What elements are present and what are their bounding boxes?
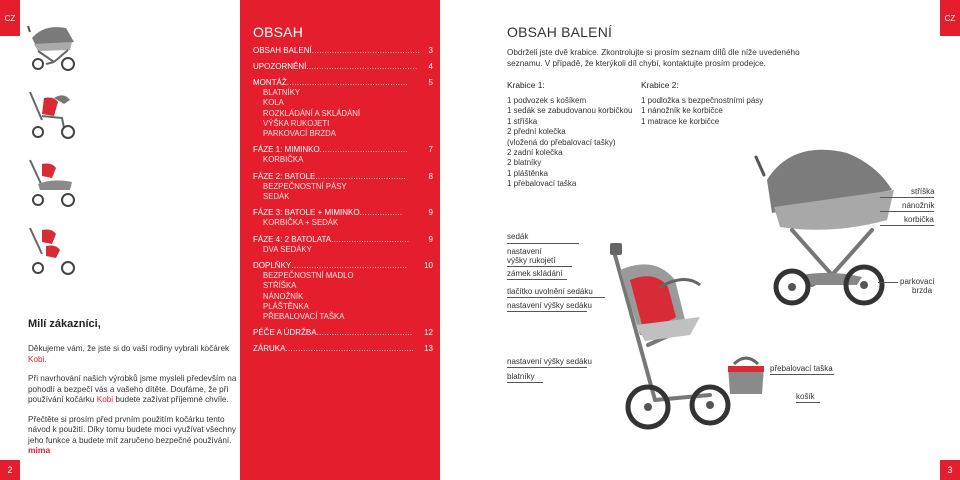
label-parking-brake-2: brzda [912, 286, 933, 295]
toc-entry-title: DOPLŇKY [253, 260, 292, 270]
leader-line [507, 311, 587, 312]
language-code: CZ [4, 13, 16, 23]
toc-entry-page: 12 [424, 328, 433, 338]
package-item: 1 sedák se zabudovanou korbičkou [507, 106, 633, 116]
label-seat: sedák [507, 232, 529, 241]
toc-subentry: NÁNOŽNÍK [263, 291, 304, 301]
toc-subentry: BEZPEČNOSTNÍ MADLO [263, 270, 354, 280]
box-2-heading: Krabice 2: [641, 80, 679, 90]
toc-entry-leader: .................................... [315, 171, 407, 181]
toc-subentry: ROZKLÁDÁNÍ A SKLÁDÁNÍ [263, 108, 361, 118]
toc-subentry: PLÁŠTĚNKA [263, 301, 309, 311]
label-basket: košík [796, 392, 815, 401]
leader-line [507, 243, 579, 244]
toc-entry-title: OBSAH BALENÍ [253, 46, 312, 55]
toc-entry-title: ZÁRUKA [253, 344, 286, 354]
toc-group [253, 172, 433, 203]
toc-subentry: BEZPEČNOSTNÍ PÁSY [263, 181, 347, 191]
toc-entry[interactable] [253, 235, 433, 245]
toc-entry[interactable] [253, 328, 433, 338]
toc-group [253, 328, 433, 338]
language-code: CZ [944, 13, 956, 23]
box-2-items [641, 96, 791, 127]
language-tab-left [0, 0, 20, 36]
toc-subentry: DVA SEDÁKY [263, 244, 312, 254]
toc-entry-leader: .............................................. [291, 260, 408, 270]
toc-subentry: PARKOVACÍ BRZDA [263, 129, 336, 139]
leader-line [770, 374, 834, 375]
toc-subentry: BLATNÍKY [263, 88, 301, 97]
package-item: 1 přebalovací taška [507, 179, 577, 189]
package-item: 1 podvozek s košíkem [507, 96, 587, 105]
toc-entry[interactable] [253, 261, 433, 271]
toc-entry[interactable] [253, 172, 433, 182]
brand-signature: mima [28, 445, 51, 455]
label-mudguards: blatníky [507, 372, 535, 381]
language-tab-right [940, 0, 960, 36]
box-1-list [507, 80, 637, 190]
intro-paragraph-3: Přečtěte si prosím před prvním použitím kočárku tento návod k použití. Díky tomu budete moci využívat všechny jeho funkce a budete mít zaručeno bezpečné používání. [28, 414, 236, 445]
toc-entry-leader: ............................................ [306, 62, 418, 71]
toc-subentry: KOLA [263, 98, 284, 108]
label-handle-adjust-2: výšky rukojetí [507, 256, 556, 265]
toc-group [253, 208, 433, 228]
toc-entry-leader: ................. [359, 208, 403, 218]
label-seat-height-1: nastavení výšky sedáku [507, 301, 592, 310]
label-seat-release: tlačítko uvolnění sedáku [507, 287, 593, 296]
toc-group [253, 145, 433, 165]
toc-group [253, 235, 433, 255]
toc-entry-title: FÁZE 3: BATOLE + MIMINKO [253, 208, 360, 218]
leader-line [796, 402, 820, 403]
box-2-list [641, 80, 791, 127]
label-fold-lock: zámek skládání [507, 269, 563, 278]
toc-entry-title: FÁZE 2: BATOLE [253, 171, 316, 181]
package-item: 2 přední kolečka [507, 127, 566, 137]
package-item: 1 matrace ke korbičce [641, 116, 720, 126]
toc-entry-leader: ................................... [319, 145, 408, 155]
stroller-thumb-seat [24, 88, 84, 140]
leader-line [880, 197, 934, 198]
leader-line [880, 225, 934, 226]
toc-entry-page: 4 [428, 62, 433, 71]
package-contents-intro: Obdrželi jste dvě krabice. Zkontrolujte si prosím seznam dílů dle níže uvedeného seznamu. V případě, že kterýkoli díl chybí, kontaktujte prosím prodejce. [507, 48, 800, 68]
toc-entry-leader: ...................................... [316, 328, 413, 338]
toc-entry[interactable] [253, 208, 433, 218]
label-footmuff: nánožník [902, 201, 935, 210]
toc-group [253, 62, 433, 72]
toc-entry[interactable] [253, 62, 433, 72]
contents-list [253, 46, 433, 360]
toc-entry-title: UPOZORNĚNÍ [253, 62, 307, 71]
leader-line [507, 266, 572, 267]
toc-entry-page: 8 [428, 171, 433, 181]
toc-entry-leader: ................................................ [286, 78, 408, 87]
package-item: 1 pláštěnka [507, 168, 548, 178]
toc-entry[interactable] [253, 145, 433, 155]
package-item: (vložená do přebalovací tašky) [507, 137, 616, 147]
toc-entry[interactable] [253, 78, 433, 88]
toc-group [253, 344, 433, 354]
stroller-seat-illustration [560, 225, 740, 440]
brand-name: Kobi [96, 395, 114, 404]
package-item: 2 zadní kolečka [507, 148, 563, 158]
label-carrycot: korbička [904, 215, 934, 224]
label-changing-bag: přebalovací taška [770, 364, 833, 373]
toc-entry[interactable] [253, 46, 433, 56]
toc-entry-leader: ........................................... [311, 46, 421, 55]
toc-subentry: KORBIČKA [263, 155, 304, 165]
toc-subentry: VÝŠKA RUKOJETI [263, 118, 330, 128]
leader-line [507, 367, 587, 368]
toc-entry-page: 13 [424, 344, 433, 354]
brand-name: Kobi [28, 354, 45, 364]
intro-text [28, 344, 238, 455]
toc-entry-page: 9 [428, 208, 433, 218]
intro-paragraph-2: Při navrhování našich výrobků jsme mysleli především na pohodlí a bezpečí vás a vašeho dítěte. Doufáme, že při používání kočárku Kobi budete zažívat příjemné chvíle. [28, 374, 237, 404]
toc-group [253, 78, 433, 139]
leader-line [507, 279, 567, 280]
package-contents-title: OBSAH BALENÍ [507, 24, 613, 40]
toc-entry-page: 9 [428, 234, 433, 244]
package-item: 1 stříška [507, 116, 538, 126]
toc-entry-title: PÉČE A ÚDRŽBA [253, 328, 317, 338]
changing-bag-illustration [722, 352, 770, 398]
label-canopy: stříška [911, 187, 935, 196]
leader-line [880, 211, 934, 212]
toc-subentry: SEDÁK [263, 192, 290, 202]
toc-entry-page: 10 [424, 260, 433, 270]
page-number: 3 [947, 465, 953, 475]
toc-entry-leader: ............................... [331, 234, 410, 244]
package-item: 1 nánožník ke korbičce [641, 106, 723, 116]
stroller-thumb-carrycot [24, 20, 84, 72]
contents-panel [240, 0, 440, 480]
toc-entry-title: FÁZE 4: 2 BATOLATA [253, 234, 332, 244]
box-1-heading: Krabice 1: [507, 80, 545, 90]
package-item: 2 blatníky [507, 158, 542, 168]
toc-entry-leader: ................................................... [285, 344, 415, 354]
box-1-items [507, 96, 637, 190]
stroller-thumb-seat-carrycot [24, 156, 84, 208]
toc-entry-page: 7 [428, 145, 433, 155]
leader-line [507, 297, 605, 298]
toc-entry-title: FÁZE 1: MIMINKO [253, 145, 320, 155]
intro-paragraph-1: Děkujeme vám, že jste si do vaší rodiny vybrali kočárek Kobi. [28, 344, 230, 364]
package-item: 1 podložka s bezpečnostními pásy [641, 96, 764, 105]
toc-entry-title: MONTÁŽ [253, 78, 287, 87]
stroller-thumb-two-seats [24, 224, 84, 276]
page-number-left [0, 460, 20, 480]
stroller-thumbnail-column [24, 20, 88, 292]
leader-line [507, 382, 543, 383]
toc-entry-page: 3 [428, 46, 433, 55]
contents-title: OBSAH [253, 24, 304, 40]
toc-group [253, 261, 433, 322]
label-seat-height-2: nastavení výšky sedáku [507, 357, 592, 366]
page-number-right [940, 460, 960, 480]
toc-group [253, 46, 433, 56]
label-parking-brake-1: parkovací [900, 277, 935, 286]
page-number: 2 [7, 465, 13, 475]
toc-entry[interactable] [253, 344, 433, 354]
leader-line [878, 282, 898, 283]
greeting-heading: Milí zákazníci, [28, 318, 101, 330]
toc-subentry: PŘEBALOVACÍ TAŠKA [263, 312, 345, 322]
toc-subentry: KORBIČKA + SEDÁK [263, 218, 339, 228]
toc-subentry: STŘÍŠKA [263, 281, 297, 291]
label-handle-adjust-1: nastavení [507, 247, 542, 256]
toc-entry-page: 5 [428, 78, 433, 87]
